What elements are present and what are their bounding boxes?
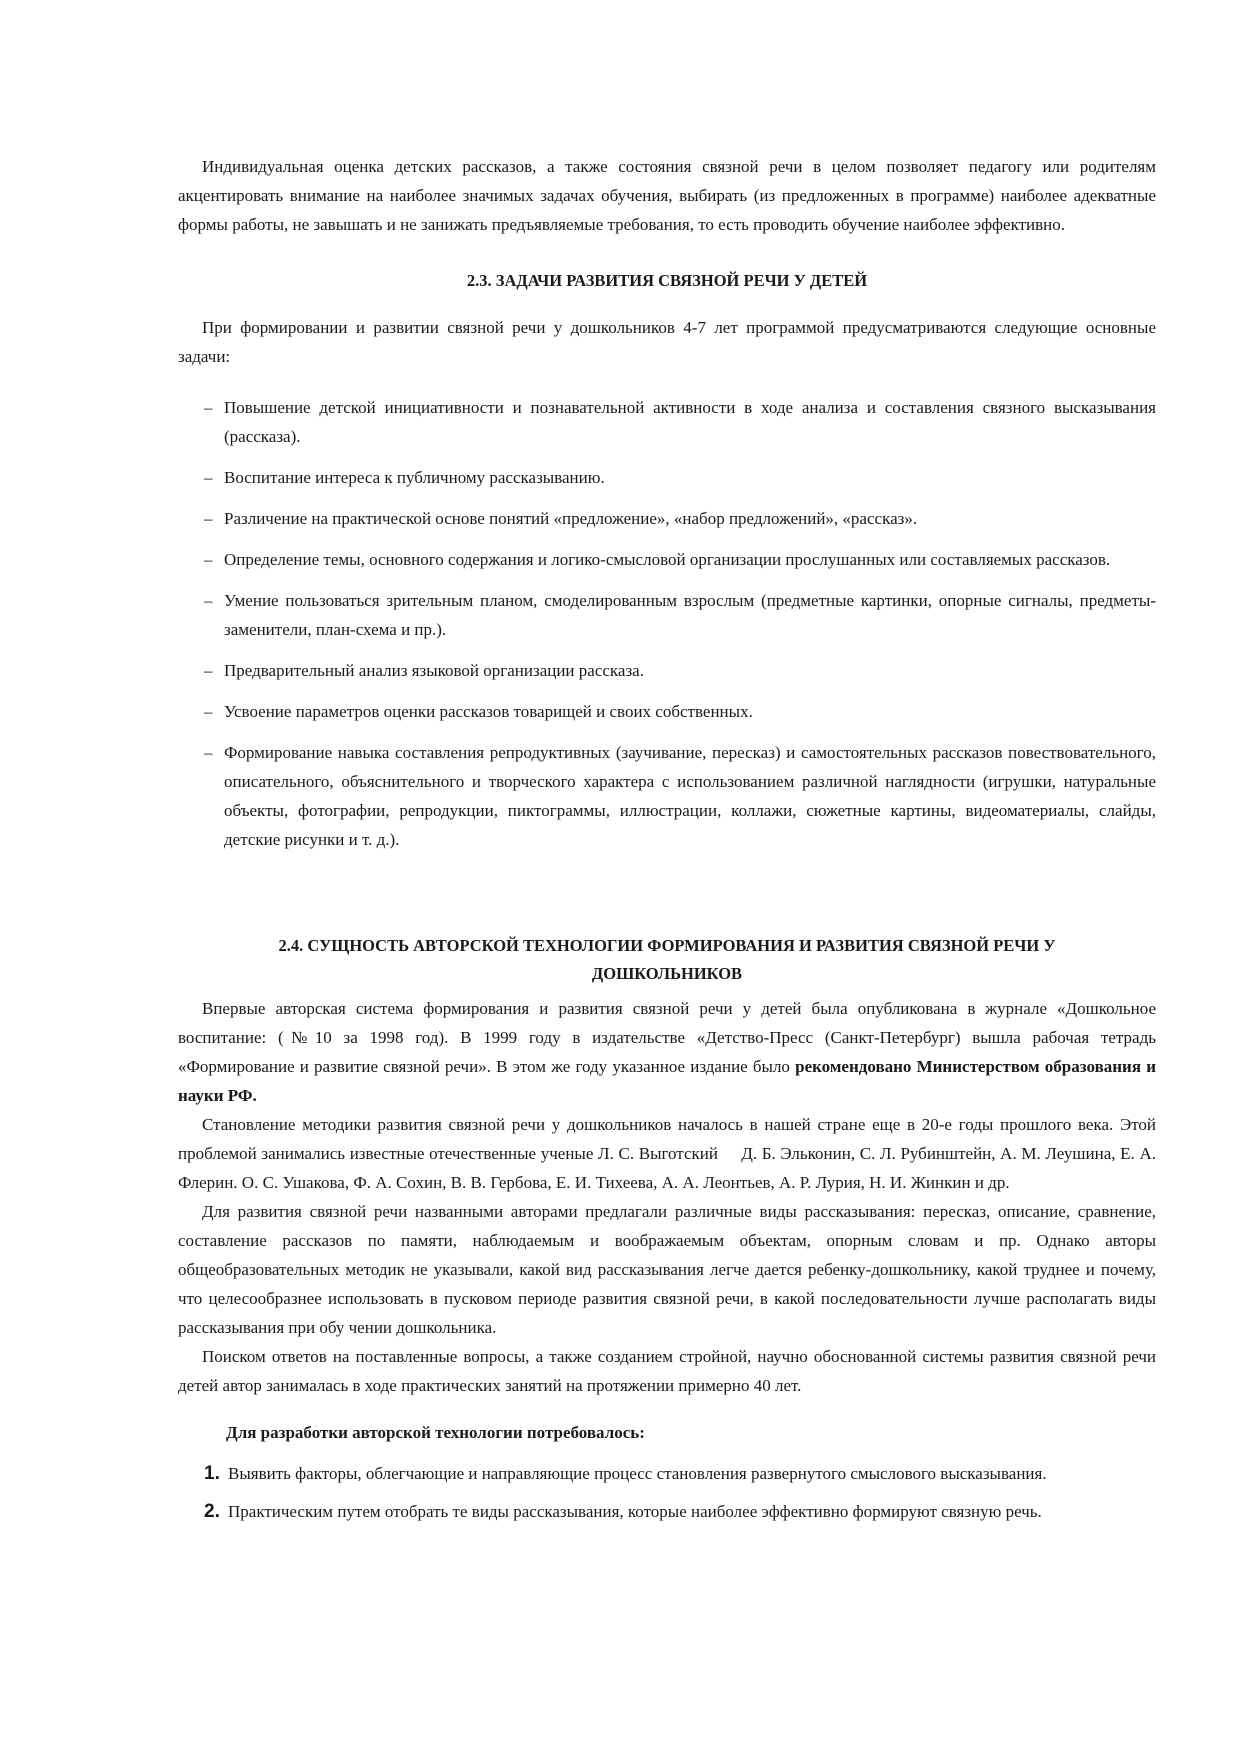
list-item: 1. Выявить факторы, облегчающие и направляющие процесс становления развернутого смыслового высказывания. bbox=[178, 1459, 1156, 1488]
dash-bullet: – bbox=[204, 468, 213, 487]
list-item: – Усвоение параметров оценки рассказов товарищей и своих собственных. bbox=[178, 697, 1156, 726]
section-2-3-lead: При формировании и развитии связной речи у дошкольников 4-7 лет программой предусматриваются следующие основные задачи: bbox=[178, 318, 1156, 366]
requirements-list bbox=[178, 1459, 1156, 1526]
list-item: – Воспитание интереса к публичному рассказыванию. bbox=[178, 463, 1156, 492]
dash-bullet: – bbox=[204, 661, 213, 680]
list-item: – Определение темы, основного содержания и логико-смысловой организации прослушанных или составляемых рассказов. bbox=[178, 545, 1156, 574]
list-item: – Предварительный анализ языковой организации рассказа. bbox=[178, 656, 1156, 685]
list-item: – Умение пользоваться зрительным планом, смоделированным взрослым (предметные картинки, опорные сигналы, предметы-заменители, план-схема и пр.). bbox=[178, 586, 1156, 644]
document-page bbox=[178, 152, 1161, 1535]
list-item: – Формирование навыка составления репродуктивных (заучивание, пересказ) и самостоятельных рассказов повествовательного, описательного, объяснительного и творческого характера с использованием различной наглядности (игрушки, натуральные объекты, фотографии, репродукции, пиктограммы, иллюстрации, коллажи, сюжетные картины, видеоматериалы, слайды, детские рисунки и т. д.). bbox=[178, 738, 1156, 854]
section-2-4-title-line2: ДОШКОЛЬНИКОВ bbox=[591, 964, 743, 983]
list-item: 2. Практическим путем отобрать те виды рассказывания, которые наиболее эффективно формируют связную речь. bbox=[178, 1497, 1156, 1526]
requirements-title: Для разработки авторской технологии потребовалось: bbox=[226, 1423, 645, 1442]
section-2-3-title: 2.3. ЗАДАЧИ РАЗВИТИЯ СВЯЗНОЙ РЕЧИ У ДЕТЕЙ bbox=[466, 271, 868, 290]
section-2-4-paragraph-1: Впервые авторская система формирования и развития связной речи у детей была опубликована в журнале «Дошкольное воспитание: (№10 за 1998 год). В 1999 году в издательстве «Детство-Пресс (Санкт-Петербург) вышла рабочая тетрадь «Формирование и развитие связной речи». В этом же году указанное издание было рекомендовано Министерством образования и науки РФ. bbox=[178, 999, 1157, 1105]
section-2-4-title-line1: 2.4. СУЩНОСТЬ АВТОРСКОЙ ТЕХНОЛОГИИ ФОРМИРОВАНИЯ И РАЗВИТИЯ СВЯЗНОЙ РЕЧИ У bbox=[278, 936, 1056, 955]
section-2-4-paragraph-3: Для развития связной речи названными авторами предлагали различные виды рассказывания: пересказ, описание, сравнение, составление рассказов по памяти, наблюдаемым и воображаемым объектам, опорным словам и пр. Однако авторы общеобразовательных методик не указывали, какой вид рассказывания легче дается ребенку-дошкольнику, какой труднее и почему, что целесообразнее использовать в пусковом периоде развития связной речи, в какой последовательности лучше располагать виды рассказывания при обу чении дошкольника. bbox=[178, 1202, 1156, 1337]
list-item: – Повышение детской инициативности и познавательной активности в ходе анализа и составления связного высказывания (рассказа). bbox=[178, 393, 1156, 451]
step-number: 2. bbox=[204, 1501, 220, 1522]
intro-paragraph: Индивидуальная оценка детских рассказов, а также состояния связной речи в целом позволяет педагогу или родителям акцентировать внимание на наиболее значимых задачах обучения, выбирать (из предложенных в программе) наиболее адекватные формы работы, не завышать и не занижать предъявляемые требования, то есть проводить обучение наиболее эффективно. bbox=[178, 157, 1156, 234]
step-number: 1. bbox=[204, 1463, 220, 1484]
dash-bullet: – bbox=[204, 591, 213, 610]
dash-bullet: – bbox=[204, 702, 213, 721]
dash-bullet: – bbox=[204, 398, 213, 417]
dash-bullet: – bbox=[204, 509, 213, 528]
recommended-bold: рекомендовано Министерством образования и науки РФ. bbox=[178, 1057, 1157, 1105]
section-2-4-paragraph-2: Становление методики развития связной речи у дошкольников началось в нашей стране еще в 20-е годы прошлого века. Этой проблемой занимались известные отечественные ученые Л. С. Выготский Д. Б. Эльконин, С. Л. Рубинштейн, А. М. Леушина, Е. А. Флерин. О. С. Ушакова, Ф. А. Сохин, В. В. Гербова, Е. И. Тихеева, А. А. Леонтьев, А. Р. Лурия, Н. И. Жинкин и др. bbox=[178, 1115, 1161, 1192]
dash-bullet: – bbox=[204, 550, 213, 569]
tasks-list bbox=[178, 393, 1156, 854]
section-2-4-title bbox=[178, 932, 1156, 988]
dash-bullet: – bbox=[204, 743, 213, 762]
section-2-4-paragraph-4: Поиском ответов на поставленные вопросы, а также созданием стройной, научно обоснованной системы развития связной речи детей автор занималась в ходе практических занятий на протяжении примерно 40 лет. bbox=[178, 1347, 1156, 1395]
list-item: – Различение на практической основе понятий «предложение», «набор предложений», «рассказ». bbox=[178, 504, 1156, 533]
